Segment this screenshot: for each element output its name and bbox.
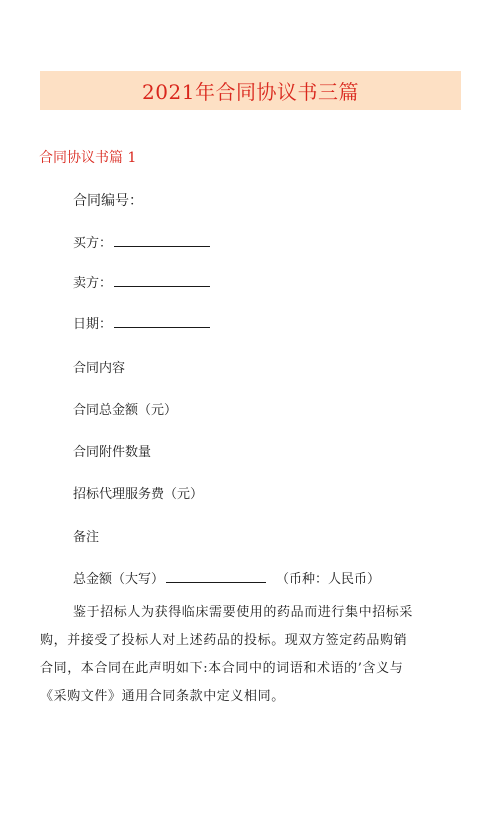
seller-blank — [114, 274, 210, 287]
remarks-label: 备注 — [73, 530, 100, 545]
total-caps-label: 总金额（大写） — [73, 572, 165, 587]
title-banner — [40, 71, 461, 110]
body-paragraph: 鉴于招标人为获得临床需要使用的药品而进行集中招标采购，并接受了投标人对上述药品的投标。现双方签定药品购销合同，本合同在此声明如下:本合同中的词语和术语的’含义与《采购文件》通用合同条款中定义相同。 — [40, 605, 414, 704]
seller-label: 卖方： — [73, 276, 113, 291]
total-caps-blank — [166, 570, 266, 583]
buyer-blank — [114, 234, 210, 247]
section-heading: 合同协议书篇 1 — [39, 150, 137, 166]
attachments-label: 合同附件数量 — [73, 445, 152, 460]
date-line — [73, 313, 210, 332]
agency-fee-label: 招标代理服务费（元） — [73, 487, 204, 502]
date-label: 日期： — [73, 317, 113, 332]
document-title: 2021年合同协议书三篇 — [142, 80, 359, 104]
seller-line — [73, 272, 210, 291]
currency-note: （币种：人民币） — [276, 572, 381, 587]
buyer-line — [73, 232, 210, 251]
buyer-label: 买方： — [73, 236, 113, 251]
date-blank — [114, 315, 210, 328]
content-label: 合同内容 — [73, 361, 126, 376]
total-amount-label: 合同总金额（元） — [73, 403, 178, 418]
total-caps-line — [73, 568, 380, 587]
contract-number-label: 合同编号： — [73, 193, 143, 209]
